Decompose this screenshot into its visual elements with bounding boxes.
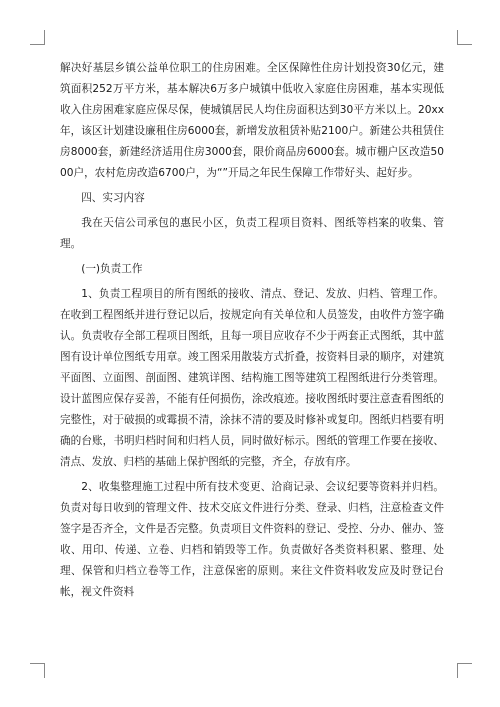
paragraph-housing-plan: 解决好基层乡镇公益单位职工的住房困难。全区保障性住房计划投资30亿元，建筑面积252万平方米，基本解决6万多户城镇中低收入家庭住房困难，基本实现低收入住房困难家庭应保尽保，使城镇居民人均住房面积达到30平方米以上。20xx年，该区计划建设廉租住房6000套，新增发放租赁补贴2100户。新建公共租赁住房8000套，新建经济适用住房3000套，限价商品房6000套。城市棚户区改造5000户，农村危房改造6700户，为“”开局之年民生保障工作带好头、起好步。 [60, 62, 444, 179]
document-body [60, 58, 444, 603]
crop-mark-bottom-right [457, 663, 472, 678]
crop-mark-bottom-left [30, 663, 45, 678]
paragraph-drawings-management: 1、负责工程项目的所有图纸的接收、清点、登记、发放、归档、管理工作。在收到工程图纸并进行登记以后，按规定向有关单位和人员签发，由收件方签字确认。负责收存全部工程项目图纸，且每一项目应收存不少于两套正式图纸，其中蓝图有设计单位图纸专用章。竣工图采用散装方式折叠，按资料目录的顺序，对建筑平面图、立面图、剖面图、建筑详图、结构施工图等建筑工程图纸进行分类管理。设计蓝图应保存妥善，不能有任何损伤，涂改痕迹。接收图纸时要注意查看图纸的完整性，对于破损的或霉损不清，涂抹不清的要及时修补或复印。图纸归档要有明确的台账，书明归档时间和归档人员，同时做好标示。图纸的管理工作要在接收、清点、发放、归档的基础上保护图纸的完整，齐全，存放有序。 [60, 288, 444, 468]
paragraph-documents-archiving: 2、收集整理施工过程中所有技术变更、洽商记录、会议纪要等资料并归档。负责对每日收到的管理文件、技术交底文件进行分类、登录、归档，注意检查文件签字是否齐全，文件是否完整。负责项目文件资料的登记、受控、分办、催办、签收、用印、传递、立卷、归档和销毁等工作。负责做好各类资料积累、整理、处理、保管和归档立卷等工作，注意保密的原则。来往文件资料收发应及时登记台帐，视文件资料 [60, 481, 444, 598]
paragraph-internship-intro: 我在天信公司承包的惠民小区，负责工程项目资料、图纸等档案的收集、管理。 [60, 217, 444, 250]
subsection-heading-responsibilities: (一)负责工作 [81, 263, 143, 275]
section-heading-internship-content: 四、实习内容 [81, 192, 145, 204]
crop-mark-top-right [457, 30, 472, 45]
crop-mark-top-left [30, 30, 45, 45]
